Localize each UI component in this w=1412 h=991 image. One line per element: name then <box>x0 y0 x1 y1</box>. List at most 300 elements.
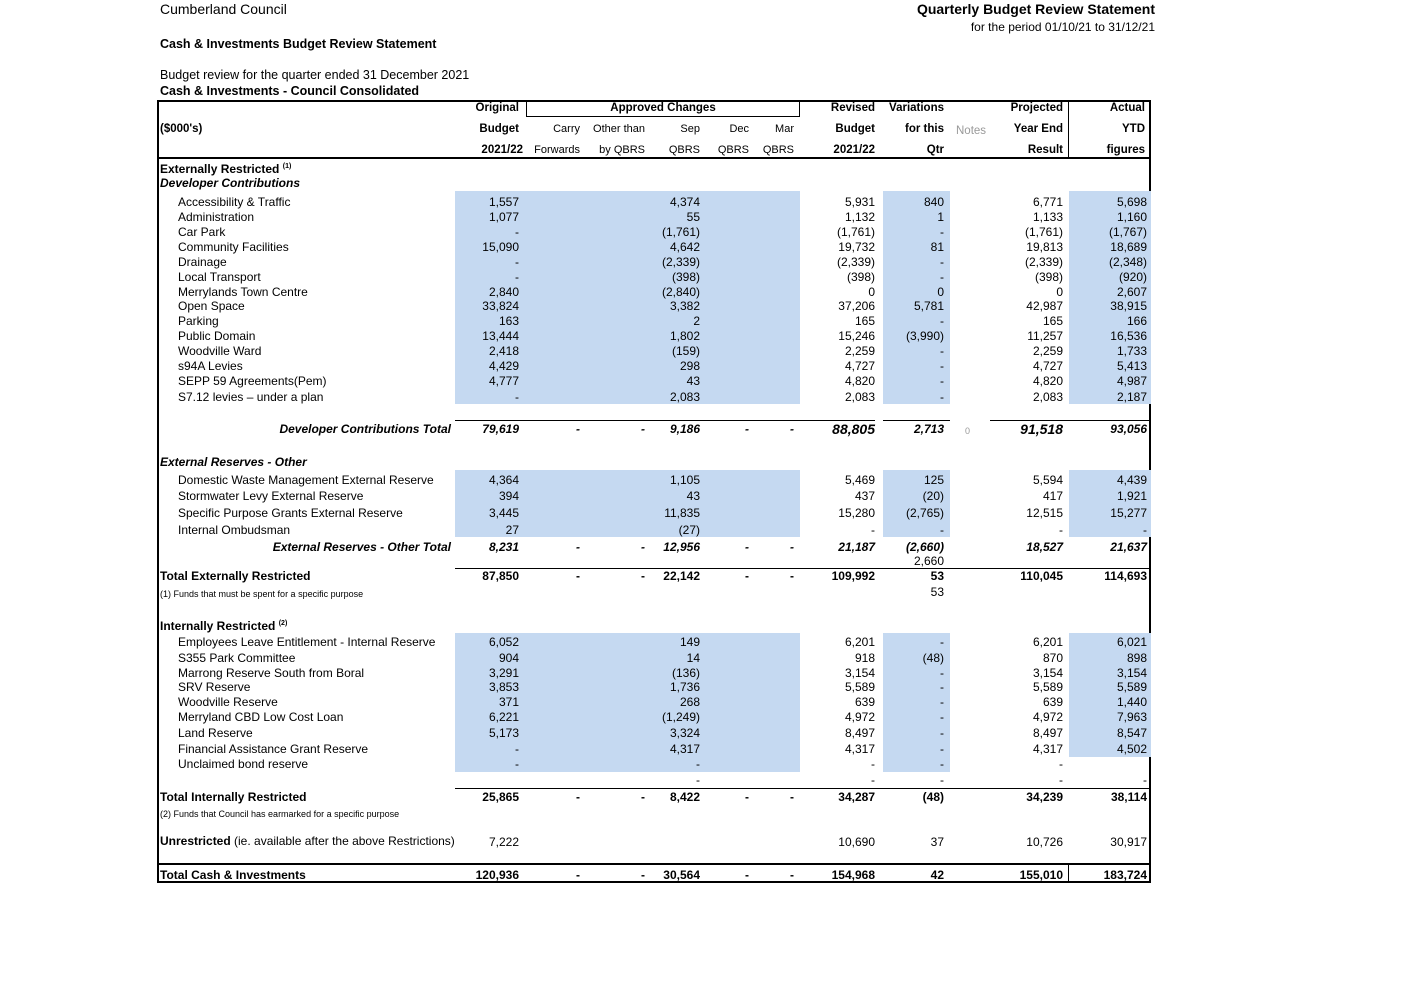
row-label: Domestic Waste Management External Reserve <box>178 473 434 487</box>
int-total-rule <box>455 788 1151 789</box>
cell-act: 93,056 <box>1110 422 1147 436</box>
cell-var: - <box>940 635 944 649</box>
cell-proj: (2,339) <box>1024 255 1063 269</box>
col-variations-3: Qtr <box>926 144 944 156</box>
cell-proj: 8,497 <box>1032 726 1063 740</box>
cell-proj: (398) <box>1034 270 1063 284</box>
cell-rev: 437 <box>854 489 875 503</box>
row-label: Community Facilities <box>178 240 289 254</box>
cell-orig: 79,619 <box>482 422 519 436</box>
col-dec-2: QBRS <box>717 144 749 156</box>
cell-rev: 21,187 <box>838 540 875 554</box>
cell-var: (3,990) <box>905 329 944 343</box>
cell-orig: 2,418 <box>488 344 519 358</box>
row-label: Total Cash & Investments <box>160 868 306 882</box>
statement-title: Quarterly Budget Review Statement <box>916 1 1155 17</box>
cell-carry: - <box>576 790 580 804</box>
row-label: Public Domain <box>178 329 256 343</box>
cell-act: 5,698 <box>1116 195 1147 209</box>
cell-orig: - <box>515 225 519 239</box>
cell-var: - <box>940 314 944 328</box>
col-projected-3: Result <box>1027 144 1063 156</box>
col-carry-2: Forwards <box>534 144 580 156</box>
cell-act: 21,637 <box>1110 540 1147 554</box>
cell-var: 125 <box>923 473 944 487</box>
cell-orig: 120,936 <box>475 868 519 882</box>
unrestricted-label-bold: Unrestricted <box>160 834 231 848</box>
cell-act: 8,547 <box>1116 726 1147 740</box>
cell-sep: 1,736 <box>669 680 700 694</box>
col-other: Other than <box>593 123 645 135</box>
cell-rev: 8,497 <box>844 726 875 740</box>
cell-sep: (159) <box>671 344 700 358</box>
cell-sep: 4,642 <box>669 240 700 254</box>
col-mar-2: QBRS <box>762 144 794 156</box>
row-label: S7.12 levies – under a plan <box>178 390 324 404</box>
cell-sep: - <box>696 773 700 787</box>
cell-var: (2,765) <box>905 506 944 520</box>
cell-carry: - <box>576 422 580 436</box>
col-actual-2: YTD <box>1122 123 1145 135</box>
cell-var: - <box>940 680 944 694</box>
cell-sep: (2,840) <box>661 285 700 299</box>
cell-act: 6,021 <box>1116 635 1147 649</box>
row-label: Local Transport <box>178 270 261 284</box>
row-label: Stormwater Levy External Reserve <box>178 489 364 503</box>
cell-var: - <box>940 270 944 284</box>
cell-other: - <box>641 868 645 882</box>
cell-act: 4,502 <box>1116 742 1147 756</box>
cell-proj: 3,154 <box>1032 666 1063 680</box>
cell-act: 1,921 <box>1116 489 1147 503</box>
col-projected-2: Year End <box>1013 123 1063 135</box>
cell-proj: 155,010 <box>1019 868 1063 882</box>
row-label: SEPP 59 Agreements(Pem) <box>178 374 327 388</box>
cell-proj: 2,083 <box>1032 390 1063 404</box>
cell-proj: 18,527 <box>1026 540 1063 554</box>
cell-rev: 15,280 <box>838 506 875 520</box>
cell-proj: 4,727 <box>1032 359 1063 373</box>
cell-rev: 4,317 <box>844 742 875 756</box>
cell-act: 1,440 <box>1116 695 1147 709</box>
cell-orig: 3,853 <box>488 680 519 694</box>
cell-sep: 2,083 <box>669 390 700 404</box>
cell-proj: 1,133 <box>1032 210 1063 224</box>
cell-act: 7,963 <box>1116 710 1147 724</box>
cell-other: - <box>641 569 645 583</box>
row-label: Accessibility & Traffic <box>178 195 291 209</box>
cell-rev: 34,287 <box>838 790 875 804</box>
cell-var: - <box>940 523 944 537</box>
cell-orig: 4,777 <box>488 374 519 388</box>
col-original: Original <box>475 102 519 114</box>
row-label: Merrylands Town Centre <box>178 285 308 299</box>
cell-sep: (398) <box>671 270 700 284</box>
cell-orig: 1,077 <box>488 210 519 224</box>
cell-carry: - <box>576 569 580 583</box>
cell-rev: 10,690 <box>838 835 875 849</box>
row-label: Financial Assistance Grant Reserve <box>178 742 369 756</box>
cell-proj: 6,201 <box>1032 635 1063 649</box>
cell-var: (48) <box>922 790 944 804</box>
cell-dec: - <box>745 569 749 583</box>
cell-rev: 2,083 <box>844 390 875 404</box>
cell-rev: 19,732 <box>838 240 875 254</box>
period-text: for the period 01/10/21 to 31/12/21 <box>970 20 1155 34</box>
cell-proj: 870 <box>1042 651 1063 665</box>
cell-sep: 30,564 <box>663 868 700 882</box>
cell-proj: 34,239 <box>1026 790 1063 804</box>
col-sep: Sep <box>680 123 700 135</box>
cell-proj: 5,589 <box>1032 680 1063 694</box>
cell-sep: 9,186 <box>669 422 700 436</box>
cell-proj: 0 <box>1056 285 1063 299</box>
cell-rev: 15,246 <box>838 329 875 343</box>
cell-act: 4,439 <box>1116 473 1147 487</box>
col-label: ($000's) <box>160 123 203 135</box>
cell-sep: 43 <box>686 374 700 388</box>
cell-dec: - <box>745 422 749 436</box>
dev-total-rule-var <box>883 420 950 421</box>
row-label: Developer Contributions Total <box>279 422 451 436</box>
ext-total-extra-value: 53 <box>930 585 944 599</box>
cell-rev: 4,972 <box>844 710 875 724</box>
cell-orig: 3,445 <box>488 506 519 520</box>
cell-orig: 1,557 <box>488 195 519 209</box>
col-notes: Notes <box>956 125 987 137</box>
cell-proj: 19,813 <box>1026 240 1063 254</box>
cell-sep: 4,374 <box>669 195 700 209</box>
cell-var: - <box>940 666 944 680</box>
cell-act: - <box>1143 773 1147 787</box>
cell-rev: 154,968 <box>831 868 875 882</box>
cell-proj: 4,317 <box>1032 742 1063 756</box>
row-label: Specific Purpose Grants External Reserve <box>178 506 403 520</box>
notes-value: 0 <box>965 426 971 436</box>
cell-act: 30,917 <box>1110 835 1147 849</box>
cell-orig: 6,221 <box>488 710 519 724</box>
cell-proj: 2,259 <box>1032 344 1063 358</box>
cell-act: 1,160 <box>1116 210 1147 224</box>
row-label: Administration <box>178 210 255 224</box>
row-label: S355 Park Committee <box>178 651 296 665</box>
cell-rev: 5,931 <box>844 195 875 209</box>
unrestricted-label <box>160 834 455 848</box>
consolidated-title: Cash & Investments - Council Consolidated <box>160 84 420 98</box>
cell-act: 3,154 <box>1116 666 1147 680</box>
cell-other: - <box>641 540 645 554</box>
cell-sep: (1,249) <box>661 710 700 724</box>
cell-var: - <box>940 742 944 756</box>
cell-rev: 165 <box>854 314 875 328</box>
row-label: Employees Leave Entitlement - Internal Reserve <box>178 635 436 649</box>
cell-proj: - <box>1059 523 1063 537</box>
cell-var: 42 <box>930 868 944 882</box>
cell-sep: 3,382 <box>669 299 700 313</box>
cell-rev: 3,154 <box>844 666 875 680</box>
cell-rev: 37,206 <box>838 299 875 313</box>
cell-orig: 15,090 <box>482 240 519 254</box>
row-label: Marrong Reserve South from Boral <box>178 666 365 680</box>
cell-orig: 7,222 <box>488 835 519 849</box>
cell-var: (2,660) <box>905 540 944 554</box>
cell-orig: 394 <box>498 489 519 503</box>
cell-proj: - <box>1059 757 1063 771</box>
cell-var: - <box>940 695 944 709</box>
cell-var: - <box>940 390 944 404</box>
cell-act: (920) <box>1118 270 1147 284</box>
actual-col-rule <box>1068 100 1069 157</box>
cell-rev: 4,727 <box>844 359 875 373</box>
dev-total-rule-proj <box>990 420 1151 421</box>
cell-sep: 1,802 <box>669 329 700 343</box>
row-label: Car Park <box>178 225 226 239</box>
cell-orig: 371 <box>498 695 519 709</box>
col-original-3: 2021/22 <box>481 144 523 156</box>
cell-sep: 11,835 <box>664 506 700 520</box>
cell-var: - <box>940 710 944 724</box>
cell-sep: 298 <box>679 359 700 373</box>
col-revised-2: Budget <box>835 123 875 135</box>
col-dec: Dec <box>729 123 749 135</box>
cell-proj: 10,726 <box>1026 835 1063 849</box>
external-reserves-other-title: External Reserves - Other <box>160 455 307 469</box>
cell-orig: - <box>515 255 519 269</box>
row-label: s94A Levies <box>178 359 243 373</box>
cell-orig: 3,291 <box>488 666 519 680</box>
cell-sep: 1,105 <box>669 473 700 487</box>
row-label: Internal Ombudsman <box>178 523 291 537</box>
cell-act: (2,348) <box>1108 255 1147 269</box>
cell-orig: - <box>515 742 519 756</box>
row-label: External Reserves - Other Total <box>272 540 451 554</box>
cell-act: 114,693 <box>1104 569 1147 583</box>
cell-act: 898 <box>1126 651 1147 665</box>
cell-var: 81 <box>930 240 944 254</box>
cell-var: (48) <box>922 651 944 665</box>
cell-mar: - <box>790 422 794 436</box>
cell-var: 840 <box>923 195 944 209</box>
cell-sep: 8,422 <box>669 790 700 804</box>
col-carry: Carry <box>553 123 580 135</box>
cell-rev: (398) <box>846 270 875 284</box>
cell-carry: - <box>576 540 580 554</box>
col-actual-3: figures <box>1106 144 1145 156</box>
cell-dec: - <box>745 790 749 804</box>
cell-rev: 5,589 <box>844 680 875 694</box>
cell-proj: 42,987 <box>1026 299 1063 313</box>
cell-rev: - <box>871 523 875 537</box>
row-label: Total Externally Restricted <box>160 569 311 583</box>
col-variations-2: for this <box>905 123 944 135</box>
footnote-internal: (2) Funds that Council has earmarked for a specific purpose <box>160 809 400 819</box>
row-label: Open Space <box>178 299 245 313</box>
col-actual: Actual <box>1109 102 1145 114</box>
cell-orig: - <box>515 757 519 771</box>
grand-total-rule <box>157 863 1151 865</box>
cell-var: 53 <box>930 569 944 583</box>
cell-act: 38,915 <box>1110 299 1147 313</box>
cell-var: - <box>940 344 944 358</box>
cell-sep: (136) <box>671 666 700 680</box>
cell-act: 4,987 <box>1116 374 1147 388</box>
cell-orig: 4,364 <box>488 473 519 487</box>
cell-proj: (1,761) <box>1024 225 1063 239</box>
cell-act: 1,733 <box>1116 344 1147 358</box>
cell-dec: - <box>745 540 749 554</box>
cell-var: - <box>940 225 944 239</box>
cell-act: 15,277 <box>1110 506 1147 520</box>
cell-dec: - <box>745 868 749 882</box>
cell-var: - <box>940 374 944 388</box>
council-name: Cumberland Council <box>160 1 287 17</box>
cell-var: - <box>940 773 944 787</box>
cell-act: 166 <box>1126 314 1147 328</box>
col-other-2: by QBRS <box>599 144 645 156</box>
cell-rev: 639 <box>854 695 875 709</box>
cell-var: 37 <box>930 835 944 849</box>
cell-rev: - <box>871 757 875 771</box>
cell-proj: 4,820 <box>1032 374 1063 388</box>
cell-rev: - <box>871 773 875 787</box>
other-extra-value: 2,660 <box>913 554 944 568</box>
col-revised: Revised <box>830 102 875 114</box>
col-mar: Mar <box>775 123 794 135</box>
cell-sep: (2,339) <box>661 255 700 269</box>
cell-sep: 43 <box>686 489 700 503</box>
cell-mar: - <box>790 790 794 804</box>
cell-sep: 2 <box>693 314 700 328</box>
cell-var: 2,713 <box>913 422 944 436</box>
cell-orig: 2,840 <box>488 285 519 299</box>
cell-act: 18,689 <box>1110 240 1147 254</box>
cell-orig: 27 <box>505 523 519 537</box>
row-label: Total Internally Restricted <box>160 790 307 804</box>
row-label: Unclaimed bond reserve <box>178 757 309 771</box>
cell-var: - <box>940 726 944 740</box>
row-label: Drainage <box>178 255 227 269</box>
cell-mar: - <box>790 868 794 882</box>
cell-sep: 12,956 <box>663 540 700 554</box>
cell-rev: 5,469 <box>844 473 875 487</box>
row-label: Land Reserve <box>178 726 253 740</box>
cell-orig: 8,231 <box>488 540 519 554</box>
footnote-external: (1) Funds that must be spent for a specific purpose <box>160 589 364 599</box>
col-variations: Variations <box>889 102 944 114</box>
developer-contributions-title: Developer Contributions <box>160 176 301 190</box>
cell-sep: (27) <box>678 523 700 537</box>
cell-orig: 4,429 <box>488 359 519 373</box>
cell-var: 5,781 <box>913 299 944 313</box>
cell-sep: 3,324 <box>669 726 700 740</box>
cell-proj: - <box>1059 773 1063 787</box>
cell-proj: 4,972 <box>1032 710 1063 724</box>
document-title: Cash & Investments Budget Review Statement <box>160 37 437 51</box>
cell-proj: 91,518 <box>1020 421 1063 437</box>
cell-var: - <box>940 757 944 771</box>
cell-orig: 13,444 <box>482 329 519 343</box>
cell-act: 2,187 <box>1116 390 1147 404</box>
cell-orig: 87,850 <box>482 569 519 583</box>
cell-orig: 33,824 <box>482 299 519 313</box>
cell-rev: 0 <box>868 285 875 299</box>
cell-rev: 4,820 <box>844 374 875 388</box>
cell-proj: 5,594 <box>1032 473 1063 487</box>
cell-rev: 109,992 <box>831 569 875 583</box>
cell-orig: 6,052 <box>488 635 519 649</box>
cell-carry: - <box>576 868 580 882</box>
cell-orig: 25,865 <box>482 790 519 804</box>
cell-var: 1 <box>937 210 944 224</box>
cell-sep: 22,142 <box>663 569 700 583</box>
cell-act: 16,536 <box>1110 329 1147 343</box>
cell-other: - <box>641 422 645 436</box>
row-label: SRV Reserve <box>178 680 251 694</box>
cell-proj: 417 <box>1042 489 1063 503</box>
cell-var: - <box>940 359 944 373</box>
cell-proj: 6,771 <box>1032 195 1063 209</box>
cell-sep: - <box>696 757 700 771</box>
cell-act: - <box>1143 523 1147 537</box>
row-label: Woodville Ward <box>178 344 262 358</box>
row-label: Woodville Reserve <box>178 695 278 709</box>
dev-total-rule <box>455 420 875 421</box>
cell-sep: 55 <box>686 210 700 224</box>
cell-orig: - <box>515 390 519 404</box>
cell-rev: 918 <box>854 651 875 665</box>
cell-sep: 149 <box>679 635 700 649</box>
cell-rev: (2,339) <box>836 255 875 269</box>
cell-orig: - <box>515 270 519 284</box>
cell-orig: 5,173 <box>488 726 519 740</box>
cell-rev: 6,201 <box>844 635 875 649</box>
cell-rev: 2,259 <box>844 344 875 358</box>
cell-sep: (1,761) <box>661 225 700 239</box>
cell-other: - <box>641 790 645 804</box>
unrestricted-label-rest: (ie. available after the above Restrictions) <box>230 834 455 848</box>
cell-proj: 639 <box>1042 695 1063 709</box>
header-rule <box>157 157 1151 159</box>
cell-act: 38,114 <box>1110 790 1147 804</box>
cell-mar: - <box>790 540 794 554</box>
cell-orig: 904 <box>498 651 519 665</box>
cell-act: 183,724 <box>1103 868 1147 882</box>
cell-var: - <box>940 255 944 269</box>
cell-act: 5,413 <box>1116 359 1147 373</box>
externally-restricted-title: Externally Restricted $^{(1)}$ <box>160 162 292 176</box>
cell-sep: 268 <box>679 695 700 709</box>
cell-var: (20) <box>922 489 944 503</box>
cell-rev: 1,132 <box>844 210 875 224</box>
cell-rev: 88,805 <box>832 421 875 437</box>
cell-proj: 165 <box>1042 314 1063 328</box>
cell-sep: 14 <box>686 651 700 665</box>
cell-proj: 110,045 <box>1020 569 1063 583</box>
cell-sep: 4,317 <box>669 742 700 756</box>
internally-restricted-title: Internally Restricted $^{(2)}$ <box>160 619 288 633</box>
col-original-2: Budget <box>479 123 519 135</box>
cell-proj: 11,257 <box>1027 329 1063 343</box>
cell-act: (1,767) <box>1108 225 1147 239</box>
col-approved-changes: Approved Changes <box>610 102 716 114</box>
row-label: Merryland CBD Low Cost Loan <box>178 710 344 724</box>
cell-var: 0 <box>937 285 944 299</box>
col-sep-2: QBRS <box>668 144 700 156</box>
cell-proj: 12,515 <box>1026 506 1063 520</box>
row-label: Parking <box>178 314 219 328</box>
cell-act: 2,607 <box>1116 285 1147 299</box>
review-line: Budget review for the quarter ended 31 December 2021 <box>160 68 470 82</box>
